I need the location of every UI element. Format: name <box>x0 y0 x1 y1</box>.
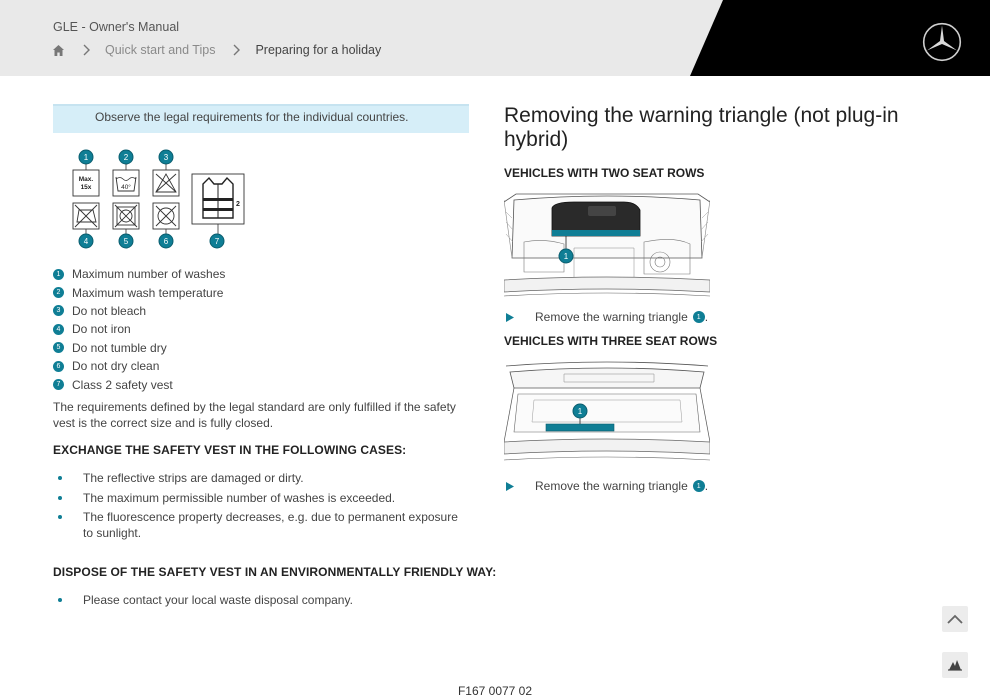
callout-1 <box>573 404 587 418</box>
breadcrumb <box>52 42 381 58</box>
chevron-right-icon <box>232 44 242 56</box>
callout-1 <box>79 150 93 164</box>
number-badge: 6 <box>53 361 64 372</box>
step-period: . <box>704 479 709 493</box>
list-item: The reflective strips are damaged or dirty. <box>53 470 471 486</box>
instruction-step <box>506 310 708 324</box>
svg-text:1: 1 <box>563 252 569 261</box>
legend-label: Do not iron <box>72 322 131 337</box>
manual-title: GLE - Owner's Manual <box>53 20 180 34</box>
header-bar <box>0 0 990 76</box>
list-item: The maximum permissible number of washes is exceeded. <box>53 490 471 506</box>
svg-text:4: 4 <box>83 237 89 246</box>
number-badge: 1 <box>53 269 64 280</box>
number-badge: 4 <box>53 324 64 335</box>
list-item: Please contact your local waste disposal company. <box>53 592 471 608</box>
number-badge: 7 <box>53 379 64 390</box>
callout-6 <box>159 234 173 248</box>
svg-text:5: 5 <box>123 237 129 246</box>
svg-text:1: 1 <box>577 407 583 416</box>
legend-label: Maximum wash temperature <box>72 285 224 300</box>
callout-4 <box>79 234 93 248</box>
number-badge: 1 <box>693 311 705 323</box>
star-bookmark-icon <box>947 658 963 672</box>
favorite-button[interactable] <box>942 652 968 678</box>
legend-label: Do not bleach <box>72 303 147 318</box>
legend-item <box>53 302 225 320</box>
chevron-right-icon <box>82 44 92 56</box>
symbol-legend <box>53 265 225 394</box>
number-badge: 3 <box>53 305 64 316</box>
legend-item <box>53 283 225 301</box>
play-arrow-icon <box>506 313 514 322</box>
legal-notice-text: Observe the legal requirements for the individual countries. <box>95 110 409 124</box>
callout-1 <box>559 249 573 263</box>
svg-text:7: 7 <box>214 237 220 246</box>
image-code: F167 0077 02 <box>457 684 533 698</box>
home-icon[interactable] <box>52 44 65 57</box>
dispose-heading: DISPOSE OF THE SAFETY VEST IN AN ENVIRONMENTALLY FRIENDLY WAY: <box>53 565 497 579</box>
step-text: Remove the warning triangle <box>535 479 688 493</box>
legend-label: Maximum number of washes <box>72 267 226 282</box>
svg-text:15x: 15x <box>80 184 92 191</box>
svg-text:6: 6 <box>163 237 169 246</box>
two-seat-rows-illustration <box>504 192 710 300</box>
number-badge: 1 <box>693 480 705 492</box>
requirements-paragraph: The requirements defined by the legal standard are only fulfilled if the safety vest is the correct size and is fully closed. <box>53 400 456 430</box>
legend-item <box>53 339 225 357</box>
legend-label: Do not dry clean <box>72 359 160 374</box>
svg-text:2: 2 <box>236 201 240 208</box>
number-badge: 2 <box>53 287 64 298</box>
play-arrow-icon <box>506 482 514 491</box>
svg-text:Max.: Max. <box>78 176 94 183</box>
two-seat-rows-heading: VEHICLES WITH TWO SEAT ROWS <box>504 166 705 180</box>
callout-2 <box>119 150 133 164</box>
three-seat-rows-illustration <box>504 360 710 468</box>
svg-text:3: 3 <box>163 153 169 162</box>
step-period: . <box>704 310 709 324</box>
callout-3 <box>159 150 173 164</box>
legend-item <box>53 375 225 393</box>
exchange-list <box>53 470 471 545</box>
three-seat-rows-heading: VEHICLES WITH THREE SEAT ROWS <box>504 334 718 348</box>
exchange-heading: EXCHANGE THE SAFETY VEST IN THE FOLLOWING CASES: <box>53 443 407 457</box>
svg-text:2: 2 <box>123 153 129 162</box>
number-badge: 5 <box>53 342 64 353</box>
step-text: Remove the warning triangle <box>535 310 688 324</box>
dispose-list <box>53 592 471 612</box>
scroll-to-top-button[interactable] <box>942 606 968 632</box>
legend-item <box>53 357 225 375</box>
legal-notice-box <box>53 104 469 133</box>
callout-5 <box>119 234 133 248</box>
care-symbols-illustration <box>70 148 250 252</box>
callout-7 <box>210 234 224 248</box>
instruction-step <box>506 479 708 493</box>
svg-text:1: 1 <box>83 153 89 162</box>
legend-label: Class 2 safety vest <box>72 377 173 392</box>
breadcrumb-current-page: Preparing for a holiday <box>255 43 382 57</box>
svg-text:40°: 40° <box>121 184 131 191</box>
legend-item <box>53 320 225 338</box>
list-item: The fluorescence property decreases, e.g. due to permanent exposure to sunlight. <box>53 509 471 541</box>
mercedes-star-logo[interactable] <box>922 22 962 62</box>
legend-label: Do not tumble dry <box>72 340 167 355</box>
legend-item <box>53 265 225 283</box>
section-title: Removing the warning triangle (not plug-in hybrid) <box>504 104 899 151</box>
chevron-up-icon <box>947 614 963 624</box>
breadcrumb-quick-start[interactable]: Quick start and Tips <box>105 43 216 57</box>
